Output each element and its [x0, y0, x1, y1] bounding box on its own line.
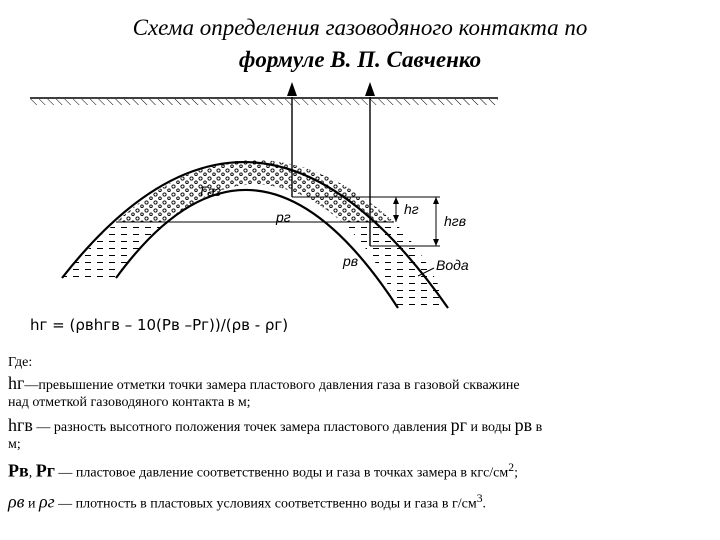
label-water: Вода — [436, 257, 469, 273]
ground-surface — [30, 98, 498, 105]
savchenko-formula: hг = (ρвhгв – 10(Pв –Pг))/(ρв - ρг) — [30, 316, 289, 334]
h-gv-dimension — [433, 197, 439, 246]
sup-3: 3 — [476, 491, 483, 505]
title-line-1: Схема определения газоводяного контакта по — [132, 15, 588, 40]
desc-densities: — плотность в пластовых условиях соответственно воды и газа в г/см — [54, 496, 477, 512]
legend-text — [8, 354, 714, 512]
desc-pressures: — пластовое давление соответственно воды и газа в точках замера в кгс/см — [54, 465, 509, 481]
legend-item-pressures — [8, 459, 714, 482]
legend-item-hgv-cont: м; — [8, 437, 21, 452]
h-g-dimension — [393, 197, 399, 222]
symbol-pv: pв — [514, 415, 533, 435]
label-p-water: pв — [343, 253, 359, 269]
symbol-pg: pг — [450, 415, 467, 435]
symbol-rho-v: ρв — [8, 491, 25, 512]
desc-densities-end: . — [482, 496, 487, 512]
title-line-2: формуле В. П. Савченко — [238, 47, 482, 72]
desc-pressures-end: ; — [514, 465, 518, 481]
sep-densities: и — [24, 496, 39, 512]
legend-item-hg — [8, 375, 714, 394]
desc-hg: —превышение отметки точки замера пластового давления газа в газовой скважине — [24, 378, 520, 393]
desc-hgv-end: в — [532, 420, 543, 435]
legend-item-densities — [8, 490, 714, 513]
water-zone-left — [62, 222, 168, 278]
label-gas: Газ — [200, 183, 222, 199]
symbol-hg: hг — [8, 373, 25, 393]
label-p-gas: pг — [276, 209, 291, 225]
label-h-gv: hгв — [444, 213, 466, 229]
symbol-rho-g: ρг — [38, 491, 55, 512]
legend-item-hg-cont: над отметкой газоводяного контакта в м; — [8, 395, 251, 410]
symbol-hgv: hгв — [8, 415, 33, 435]
symbol-Pv: Pв — [8, 460, 29, 481]
legend-item-hgv — [8, 417, 714, 436]
desc-hgv: — разность высотного положения точек замера пластового давления — [32, 420, 451, 435]
sep-pressures: , — [28, 465, 36, 481]
label-h-g: hг — [404, 201, 419, 217]
sup-2: 2 — [508, 461, 515, 474]
symbol-Pg: Pг — [35, 460, 55, 481]
desc-hgv-mid: и воды — [467, 420, 515, 435]
legend-intro: Где: — [8, 355, 33, 370]
